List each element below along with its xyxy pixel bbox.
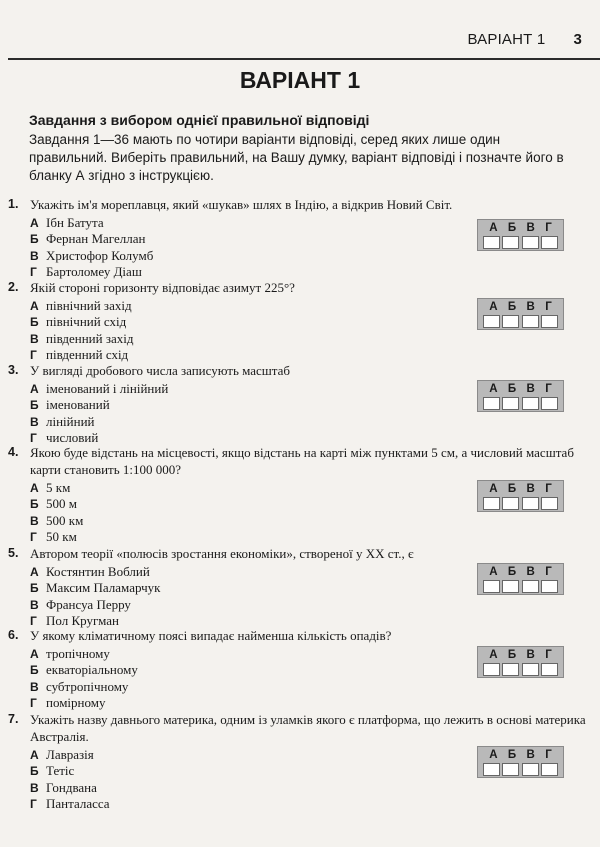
option-text: Панталасса <box>46 795 110 811</box>
answer-grid-label: А <box>489 383 498 395</box>
answer-box-Б[interactable] <box>502 236 519 249</box>
answer-box-В[interactable] <box>522 580 539 593</box>
answer-grid-label: Г <box>545 383 552 395</box>
running-title <box>467 31 582 48</box>
answer-grid-label: Б <box>507 301 517 313</box>
answer-grid-labels <box>478 382 563 396</box>
option-text: 500 км <box>46 512 84 528</box>
page-header <box>8 0 600 60</box>
question-body: Укажіть назву давнього материка, одним із уламків якого є платформа, що лежить в основі материка Австралія. <box>30 712 586 744</box>
answer-grid-label: Б <box>507 222 517 234</box>
question-body: Якій стороні горизонту відповідає азимут 225°? <box>30 280 295 295</box>
question-body: У вигляді дробового числа записують масштаб <box>30 363 291 378</box>
answer-grid-label: А <box>489 483 498 495</box>
answer-grid-label: А <box>489 301 498 313</box>
answer-box-В[interactable] <box>522 397 539 410</box>
option-Г <box>30 264 588 280</box>
variant-title: ВАРІАНТ 1 <box>239 67 361 93</box>
question-body: Укажіть ім'я мореплавця, який «шукав» шлях в Індію, а відкрив Новий Світ. <box>30 197 453 212</box>
option-text: північний захід <box>46 298 132 313</box>
option-text: Фернан Магеллан <box>46 231 146 247</box>
answer-box-А[interactable] <box>483 663 500 676</box>
option-letter: Б <box>30 398 39 413</box>
option-text: Бартоломеу Діаш <box>46 263 142 279</box>
option-text: Ібн Батута <box>46 215 104 230</box>
answer-box-Б[interactable] <box>502 497 519 510</box>
answer-box-А[interactable] <box>483 315 500 328</box>
answer-grid-labels <box>478 221 563 235</box>
answer-box-А[interactable] <box>483 236 500 249</box>
answer-grid-labels <box>478 300 563 314</box>
answer-grid-label: Б <box>507 566 517 578</box>
option-text: Пол Кругман <box>46 612 119 628</box>
answer-grid-labels <box>478 482 563 496</box>
option-letter: Г <box>30 347 37 362</box>
option-letter: В <box>30 513 39 528</box>
option-Г <box>30 796 588 812</box>
answer-grid <box>477 563 564 595</box>
option-text: числовий <box>46 429 99 445</box>
option-text: іменований і лінійний <box>46 381 169 396</box>
answer-box-А[interactable] <box>483 763 500 776</box>
option-В <box>30 331 588 347</box>
answer-box-В[interactable] <box>522 497 539 510</box>
question-body: Якою буде відстань на місцевості, якщо відстань на карті між пунктами 5 см, а числовий масштаб карти становить 1:100 000? <box>30 445 574 477</box>
answer-grid-label: Г <box>545 749 552 761</box>
answer-grid-labels <box>478 648 563 662</box>
answer-grid-label: Г <box>545 566 552 578</box>
answer-grid-label: В <box>526 301 535 313</box>
answer-box-Г[interactable] <box>541 763 558 776</box>
option-text: 500 м <box>46 496 77 512</box>
option-letter: Г <box>30 695 37 710</box>
answer-grid-label: Г <box>545 222 552 234</box>
question-number: 3. <box>8 363 19 377</box>
answer-box-Г[interactable] <box>541 315 558 328</box>
question-text <box>8 711 588 745</box>
option-letter: В <box>30 414 39 429</box>
answer-box-Б[interactable] <box>502 763 519 776</box>
option-letter: А <box>30 647 39 661</box>
option-text: Гондвана <box>46 779 97 795</box>
answer-grid-label: Б <box>507 483 517 495</box>
option-letter: Б <box>30 663 39 678</box>
answer-grid-label: А <box>489 222 498 234</box>
answer-box-Г[interactable] <box>541 497 558 510</box>
question-number: 5. <box>8 546 19 560</box>
answer-box-Б[interactable] <box>502 663 519 676</box>
option-text: Лавразія <box>46 747 94 762</box>
answer-grid-label: Б <box>507 383 517 395</box>
option-letter: А <box>30 565 39 579</box>
answer-grid <box>477 746 564 778</box>
answer-box-Б[interactable] <box>502 580 519 593</box>
answer-box-В[interactable] <box>522 663 539 676</box>
option-letter: Б <box>30 232 39 247</box>
option-letter: Г <box>30 264 37 279</box>
option-text: тропічному <box>46 646 110 661</box>
section-heading: Завдання з вибором однієї правильної відповіді <box>29 112 370 128</box>
answer-grid-boxes <box>478 497 563 510</box>
answer-grid-boxes <box>478 315 563 328</box>
answer-grid <box>477 646 564 678</box>
option-letter: А <box>30 382 39 396</box>
option-text: південний захід <box>46 330 134 346</box>
answer-box-В[interactable] <box>522 763 539 776</box>
question-text <box>8 196 588 213</box>
answer-box-Г[interactable] <box>541 663 558 676</box>
option-Г <box>30 695 588 711</box>
question-text <box>8 444 588 478</box>
option-text: 5 км <box>46 480 71 495</box>
answer-grid-labels <box>478 565 563 579</box>
answer-grid-label: Г <box>545 301 552 313</box>
option-letter: Г <box>30 430 37 445</box>
answer-box-Б[interactable] <box>502 315 519 328</box>
answer-box-Б[interactable] <box>502 397 519 410</box>
option-letter: Б <box>30 315 39 330</box>
answer-grid-label: Г <box>545 483 552 495</box>
answer-grid-label: А <box>489 749 498 761</box>
option-letter: Б <box>30 764 39 779</box>
option-text: Максим Паламарчук <box>46 580 161 596</box>
option-letter: Г <box>30 529 37 544</box>
option-letter: А <box>30 299 39 313</box>
option-text: екваторіальному <box>46 662 138 678</box>
question-body: У якому кліматичному поясі випадає найменша кількість опадів? <box>30 628 392 643</box>
question-number: 4. <box>8 445 19 459</box>
answer-grid-label: Г <box>545 649 552 661</box>
option-text: Тетіс <box>46 763 75 779</box>
answer-box-Г[interactable] <box>541 236 558 249</box>
answer-grid-label: В <box>526 649 535 661</box>
option-В <box>30 780 588 796</box>
option-text: 50 км <box>46 528 77 544</box>
answer-grid-label: А <box>489 649 498 661</box>
option-Г <box>30 529 588 545</box>
answer-grid <box>477 380 564 412</box>
instructions: Завдання 1—36 мають по чотири варіанти відповіді, серед яких лише один правильний. Виберіть правильний, на Вашу думку, варіант відповіді і позначте його в бланку А згідно з інструкцією. <box>29 132 564 183</box>
option-text: іменований <box>46 397 110 413</box>
answer-grid-label: В <box>526 483 535 495</box>
option-letter: В <box>30 248 39 263</box>
answer-box-Г[interactable] <box>541 580 558 593</box>
option-В <box>30 513 588 529</box>
answer-box-А[interactable] <box>483 497 500 510</box>
answer-grid-label: В <box>526 749 535 761</box>
option-letter: Б <box>30 581 39 596</box>
answer-grid <box>477 298 564 330</box>
option-text: північний схід <box>46 314 127 330</box>
answer-grid-boxes <box>478 663 563 676</box>
option-text: південний схід <box>46 346 129 362</box>
option-text: Франсуа Перру <box>46 596 131 612</box>
option-В <box>30 679 588 695</box>
question-body: Автором теорії «полюсів зростання економіки», створеної у XX ст., є <box>30 546 414 561</box>
option-В <box>30 414 588 430</box>
question-text <box>8 545 588 562</box>
answer-box-Г[interactable] <box>541 397 558 410</box>
answer-grid <box>477 480 564 512</box>
option-В <box>30 597 588 613</box>
answer-grid-label: В <box>526 383 535 395</box>
option-text: Христофор Колумб <box>46 247 154 263</box>
option-letter: А <box>30 481 39 495</box>
answer-box-В[interactable] <box>522 315 539 328</box>
option-letter: А <box>30 748 39 762</box>
option-letter: Г <box>30 796 37 811</box>
question-text <box>8 279 588 296</box>
answer-grid-label: Б <box>507 649 517 661</box>
option-letter: В <box>30 780 39 795</box>
answer-grid <box>477 219 564 251</box>
option-letter: А <box>30 216 39 230</box>
option-letter: Г <box>30 613 37 628</box>
answer-box-А[interactable] <box>483 397 500 410</box>
option-letter: В <box>30 597 39 612</box>
answer-grid-boxes <box>478 763 563 776</box>
question-text <box>8 362 588 379</box>
option-letter: В <box>30 679 39 694</box>
answer-grid-label: В <box>526 566 535 578</box>
option-Г <box>30 347 588 363</box>
option-text: субтропічному <box>46 678 129 694</box>
answer-grid-labels <box>478 748 563 762</box>
answer-grid-label: Б <box>507 749 517 761</box>
answer-grid-boxes <box>478 580 563 593</box>
question-number: 1. <box>8 197 19 211</box>
answer-grid-boxes <box>478 397 563 410</box>
option-letter: Б <box>30 497 39 512</box>
running-title-text: ВАРІАНТ 1 <box>467 31 546 48</box>
question-number: 7. <box>8 712 19 726</box>
option-letter: В <box>30 331 39 346</box>
question-number: 2. <box>8 280 19 294</box>
page-number: 3 <box>573 31 582 48</box>
answer-grid-label: А <box>489 566 498 578</box>
answer-box-А[interactable] <box>483 580 500 593</box>
answer-grid-boxes <box>478 236 563 249</box>
option-text: помірному <box>46 694 106 710</box>
question-number: 6. <box>8 628 19 642</box>
answer-box-В[interactable] <box>522 236 539 249</box>
option-text: лінійний <box>46 413 95 429</box>
option-text: Костянтин Воблий <box>46 564 150 579</box>
answer-grid-label: В <box>526 222 535 234</box>
question-text <box>8 627 588 644</box>
